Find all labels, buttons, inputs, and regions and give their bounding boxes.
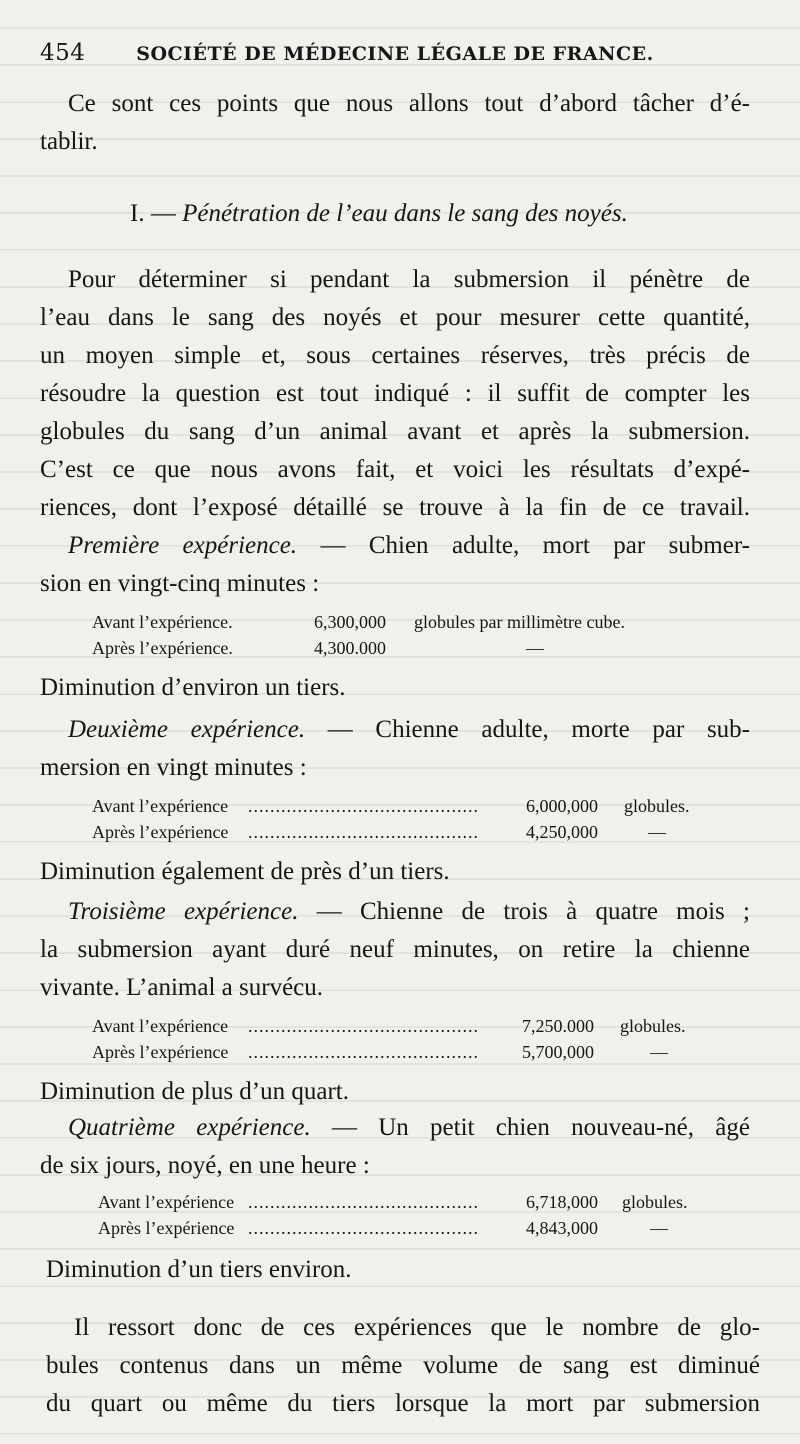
section-title: Pénétration de l’eau dans le sang des noyés. bbox=[182, 200, 628, 227]
experiment-description: — Un petit chien nouveau-né, âgé bbox=[310, 1114, 750, 1141]
result-line: Diminution d’environ un tiers. bbox=[40, 674, 346, 701]
row-value: 6,718,000 bbox=[526, 1192, 598, 1212]
text-line: l’eau dans le sang des noyés et pour mesurer cette quantité, bbox=[40, 304, 750, 331]
section-number: I. — bbox=[130, 200, 176, 227]
row-value: 4,300.000 bbox=[314, 638, 386, 658]
running-title: SOCIÉTÉ DE MÉDECINE LÉGALE DE FRANCE. bbox=[136, 43, 654, 65]
text-line: C’est ce que nous avons fait, et voici les résultats d’expé- bbox=[40, 456, 750, 483]
section-heading bbox=[130, 200, 628, 228]
measurement-row bbox=[92, 612, 732, 634]
row-label: Avant l’expérience bbox=[92, 1016, 229, 1036]
text-line: la submersion ayant duré neuf minutes, on retire la chienne bbox=[40, 936, 750, 963]
text-line: Pour déterminer si pendant la submersion il pénètre de bbox=[68, 266, 750, 293]
text-line: du quart ou même du tiers lorsque la mort par submersion bbox=[46, 1390, 760, 1417]
row-unit: — bbox=[650, 1042, 668, 1062]
experiment-title: Quatrième expérience. bbox=[68, 1114, 311, 1141]
leader-dots: .......................................... bbox=[248, 1016, 479, 1036]
row-value: 4,843,000 bbox=[526, 1218, 598, 1238]
row-label: Après l’expérience bbox=[92, 1042, 229, 1062]
row-unit: — bbox=[650, 1218, 668, 1238]
row-value: 5,700,000 bbox=[522, 1042, 594, 1062]
row-label: Avant l’expérience. bbox=[92, 612, 233, 632]
row-unit: globules. bbox=[624, 796, 690, 816]
experiment-heading bbox=[68, 532, 750, 560]
row-unit: globules. bbox=[622, 1192, 688, 1212]
row-label: Avant l’expérience bbox=[92, 796, 229, 816]
experiment-title: Deuxième expérience. bbox=[68, 716, 306, 743]
row-value: 4,250,000 bbox=[526, 822, 598, 842]
experiment-description: — Chienne de trois à quatre mois ; bbox=[298, 898, 750, 925]
text-line: globules du sang d’un animal avant et après la submersion. bbox=[40, 418, 750, 445]
text-line: sion en vingt-cinq minutes : bbox=[40, 570, 320, 597]
text-line: résoudre la question est tout indiqué : il suffit de compter les bbox=[40, 380, 750, 407]
measurement-row bbox=[98, 1192, 738, 1214]
row-unit: — bbox=[648, 822, 666, 842]
row-label: Après l’expérience bbox=[92, 822, 229, 842]
measurement-row bbox=[92, 1042, 732, 1064]
result-line: Diminution d’un tiers environ. bbox=[46, 1256, 352, 1283]
experiment-heading bbox=[68, 1114, 750, 1142]
running-header bbox=[40, 40, 770, 66]
page-number: 454 bbox=[40, 40, 86, 66]
row-value: 6,000,000 bbox=[526, 796, 598, 816]
row-unit: globules. bbox=[620, 1016, 686, 1036]
text-line: tablir. bbox=[40, 128, 98, 155]
text-line: riences, dont l’exposé détaillé se trouve à la fin de ce travail. bbox=[40, 494, 750, 521]
measurement-row bbox=[92, 638, 732, 660]
row-unit: — bbox=[526, 638, 544, 658]
experiment-title: Troisième expérience. bbox=[68, 898, 299, 925]
row-label: Après l’expérience. bbox=[92, 638, 233, 658]
text-line: de six jours, noyé, en une heure : bbox=[40, 1152, 370, 1179]
result-line: Diminution également de près d’un tiers. bbox=[40, 858, 450, 885]
leader-dots: .......................................... bbox=[248, 1042, 479, 1062]
text-line: Ce sont ces points que nous allons tout d’abord tâcher d’é- bbox=[68, 90, 750, 117]
text-line: Il ressort donc de ces expériences que le nombre de glo- bbox=[74, 1314, 760, 1341]
experiment-description: — Chienne adulte, morte par sub- bbox=[305, 716, 750, 743]
row-value: 6,300,000 bbox=[314, 612, 386, 632]
measurement-row bbox=[92, 1016, 732, 1038]
experiment-heading bbox=[68, 716, 750, 744]
row-unit: globules par millimètre cube. bbox=[414, 612, 625, 632]
measurement-row bbox=[92, 822, 732, 844]
row-label: Après l’expérience bbox=[98, 1218, 235, 1238]
text-line: bules contenus dans un même volume de sang est diminué bbox=[46, 1352, 760, 1379]
leader-dots: .......................................... bbox=[248, 1218, 479, 1238]
text-line: mersion en vingt minutes : bbox=[40, 754, 307, 781]
text-line: vivante. L’animal a survécu. bbox=[40, 974, 324, 1001]
experiment-title: Première expérience. bbox=[68, 532, 298, 559]
leader-dots: .......................................... bbox=[248, 1192, 479, 1212]
measurement-row bbox=[92, 796, 732, 818]
row-value: 7,250.000 bbox=[522, 1016, 594, 1036]
experiment-description: — Chien adulte, mort par submer- bbox=[297, 532, 750, 559]
experiment-heading bbox=[68, 898, 750, 926]
measurement-row bbox=[98, 1218, 738, 1240]
leader-dots: .......................................... bbox=[248, 796, 479, 816]
leader-dots: .......................................... bbox=[248, 822, 479, 842]
row-label: Avant l’expérience bbox=[98, 1192, 235, 1212]
result-line: Diminution de plus d’un quart. bbox=[40, 1078, 349, 1105]
text-line: un moyen simple et, sous certaines réserves, très précis de bbox=[40, 342, 750, 369]
